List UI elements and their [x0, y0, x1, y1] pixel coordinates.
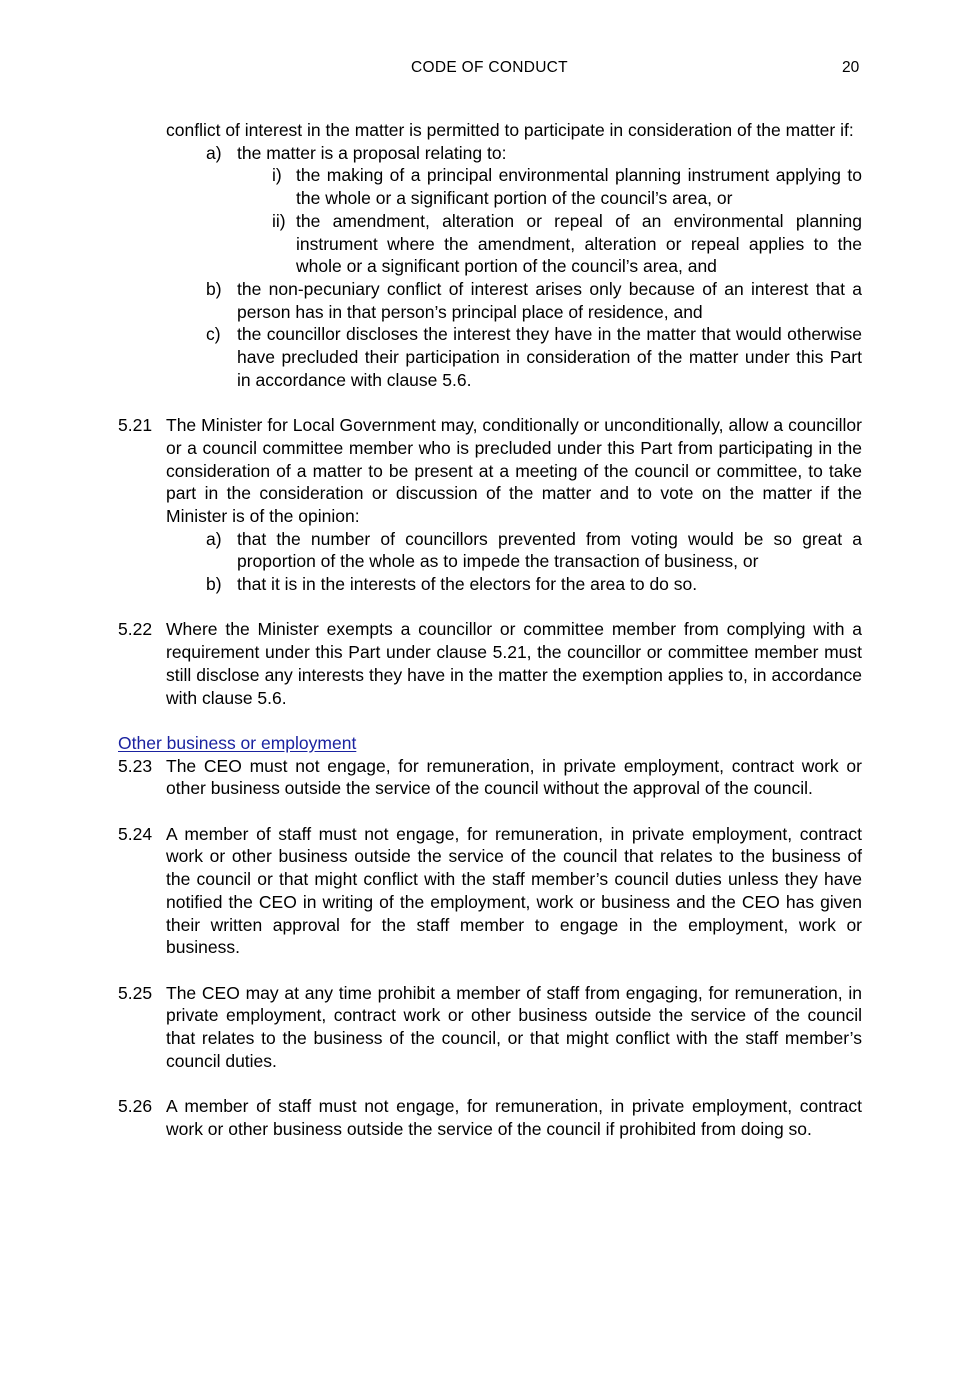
clause-text: A member of staff must not engage, for remuneration, in private employment, contract work or other business outside the service of the council if prohibited from doing so. [166, 1096, 862, 1139]
sub-list-item-label: ii) [272, 210, 286, 231]
clause-5-22 [118, 618, 862, 709]
list-item [206, 528, 862, 573]
clause-number: 5.25 [118, 982, 153, 1003]
list-item [206, 323, 862, 391]
document-body [118, 119, 862, 1141]
running-header-title: CODE OF CONDUCT [411, 59, 568, 76]
clause-5-23 [118, 755, 862, 800]
clause-number: 5.21 [118, 415, 153, 436]
clause-5-26 [118, 1095, 862, 1140]
sub-list-item-label: i) [272, 165, 282, 186]
clause-number: 5.23 [118, 755, 153, 776]
clause-text: Where the Minister exempts a councillor or committee member from complying with a requirement under this Part under clause 5.21, the councillor or committee member must still disclose any interests they have in the matter the exemption applies to, in accordance with clause 5.6. [166, 619, 862, 708]
page-number: 20 [842, 59, 860, 76]
clause-5-25 [118, 982, 862, 1073]
clause-text: The Minister for Local Government may, conditionally or unconditionally, allow a councillor or a council committee member who is precluded under this Part from participating in the consideration of a matter to be present at a meeting of the council or committee, to take part in the consideration or discussion of the matter and to vote on the matter if the Minister is of the opinion: [166, 415, 862, 526]
list-item-label: b) [206, 574, 222, 595]
list-item-label: c) [206, 324, 221, 345]
sub-list-item-text: the amendment, alteration or repeal of an environmental planning instrument where the amendment, alteration or repeal applies to the whole or a significant portion of the council’s area, and [296, 210, 862, 277]
clause-text: A member of staff must not engage, for remuneration, in private employment, contract work or other business outside the service of the council that relates to the business of the council or that might conflict with the staff member’s council duties unless they have notified the CEO in writing of the employment, work or business and the CEO has given their written approval for the staff member to engage in the employment, work or business. [166, 823, 862, 958]
clause-5-21 [118, 414, 862, 528]
sub-list-item-text: the making of a principal environmental planning instrument applying to the whole or a significant portion of the council’s area, or [296, 165, 862, 209]
list-item [206, 278, 862, 323]
list-item-text: the non-pecuniary conflict of interest arises only because of an interest that a person has in that person’s principal place of residence, and [237, 278, 862, 322]
list-item [206, 142, 862, 165]
list-item-label: a) [206, 528, 222, 549]
clause-number: 5.22 [118, 619, 153, 640]
list-item-text: the matter is a proposal relating to: [237, 142, 507, 163]
clause-text: The CEO must not engage, for remuneration, in private employment, contract work or other business outside the service of the council without the approval of the council. [166, 755, 862, 799]
list-item-text: the councillor discloses the interest they have in the matter that would otherwise have precluded their participation in consideration of the matter under this Part in accordance with clause 5.6. [237, 324, 862, 390]
clause-text: The CEO may at any time prohibit a member of staff from engaging, for remuneration, in private employment, contract work or other business outside the service of the council that relates to the business of the council, or that might conflict with the staff member’s council duties. [166, 982, 862, 1071]
list-item-text: that the number of councillors prevented from voting would be so great a proportion of the whole as to impede the transaction of business, or [237, 528, 862, 572]
sub-list-item [260, 164, 862, 209]
clause-number: 5.26 [118, 1096, 153, 1117]
continuation-paragraph: conflict of interest in the matter is permitted to participate in consideration of the matter if: [166, 120, 854, 140]
sub-list-item [260, 210, 862, 278]
list-item-label: b) [206, 278, 222, 299]
list-item [206, 573, 862, 596]
clause-5-24 [118, 823, 862, 959]
section-heading: Other business or employment [118, 732, 357, 753]
list-item-text: that it is in the interests of the electors for the area to do so. [237, 574, 698, 595]
clause-number: 5.24 [118, 823, 153, 844]
list-item-label: a) [206, 142, 222, 163]
